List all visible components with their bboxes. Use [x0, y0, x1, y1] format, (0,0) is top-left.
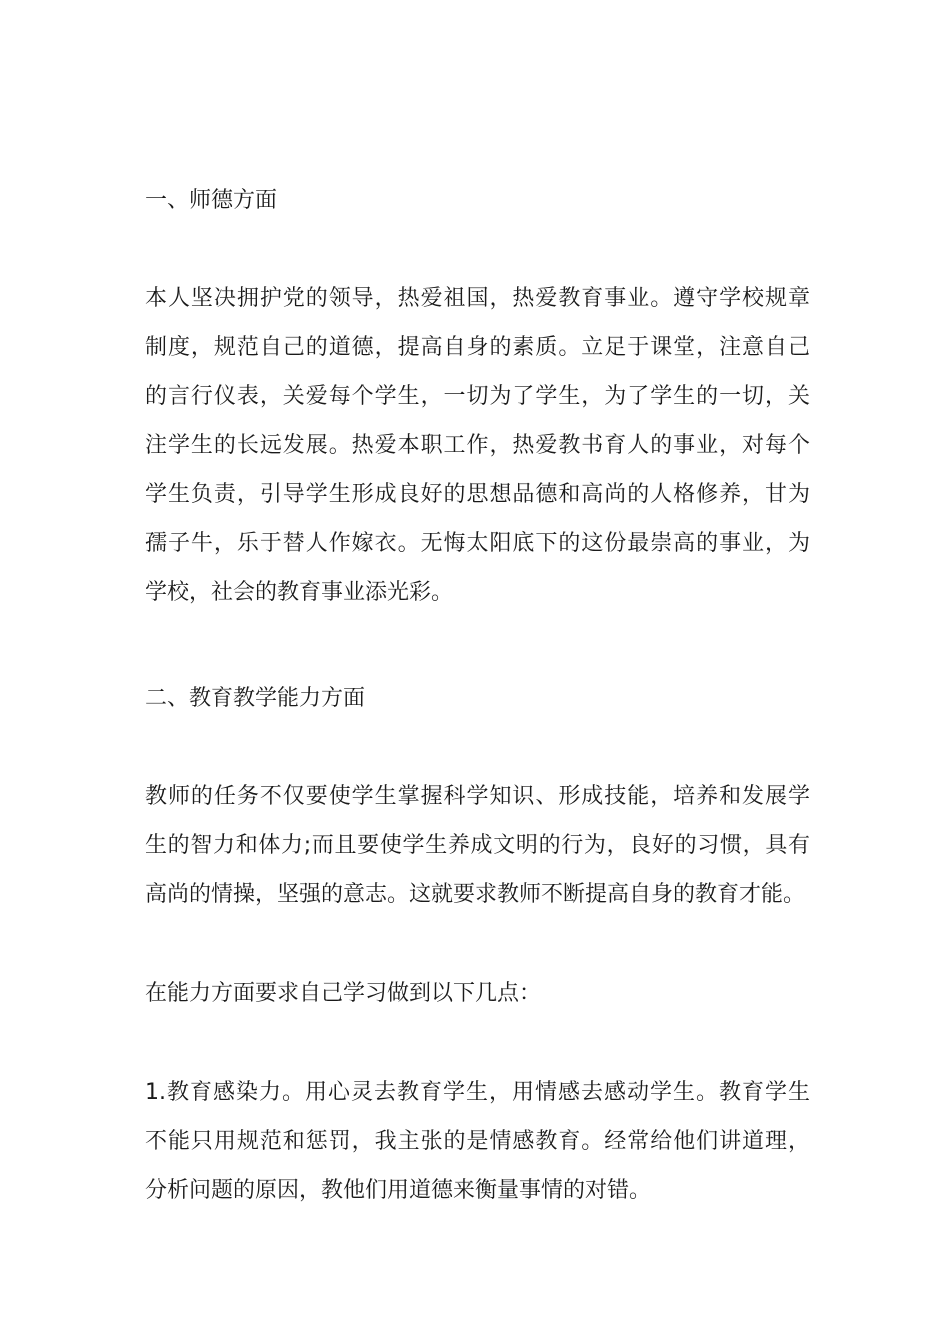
- paragraph-line: 分析问题的原因，教他们用道德来衡量事情的对错。: [145, 1178, 652, 1203]
- paragraph-line: 制度，规范自己的道德，提高自身的素质。立足于课堂，注意自己: [145, 335, 810, 360]
- paragraph-line: 生的智力和体力;而且要使学生养成文明的行为，良好的习惯，具有: [145, 833, 810, 858]
- section2-intro: 在能力方面要求自己学习做到以下几点：: [145, 981, 542, 1006]
- paragraph-line: 1.教育感染力。用心灵去教育学生，用情感去感动学生。教育学生: [145, 1080, 810, 1105]
- paragraph-line: 孺子牛，乐于替人作嫁衣。无悔太阳底下的这份最崇高的事业，为: [145, 531, 810, 556]
- paragraph-line: 学生负责，引导学生形成良好的思想品德和高尚的人格修养，甘为: [145, 482, 810, 507]
- section2-paragraph: [145, 772, 810, 919]
- paragraph-line: 高尚的情操，坚强的意志。这就要求教师不断提高自身的教育才能。: [145, 882, 806, 907]
- section2-point1: [145, 1068, 810, 1215]
- paragraph-line: 注学生的长远发展。热爱本职工作，热爱教书育人的事业，对每个: [145, 433, 810, 458]
- paragraph-line: 教师的任务不仅要使学生掌握科学知识、形成技能，培养和发展学: [145, 784, 810, 809]
- section1-heading: 一、师德方面: [145, 188, 278, 213]
- paragraph-line: 不能只用规范和惩罚，我主张的是情感教育。经常给他们讲道理，: [145, 1129, 810, 1154]
- paragraph-line: 学校，社会的教育事业添光彩。: [145, 580, 454, 605]
- paragraph-line: 的言行仪表，关爱每个学生，一切为了学生，为了学生的一切，关: [145, 384, 810, 409]
- section2-heading: 二、教育教学能力方面: [145, 686, 366, 711]
- section1-paragraph: [145, 274, 810, 617]
- paragraph-line: 本人坚决拥护党的领导，热爱祖国，热爱教育事业。遵守学校规章: [145, 286, 810, 311]
